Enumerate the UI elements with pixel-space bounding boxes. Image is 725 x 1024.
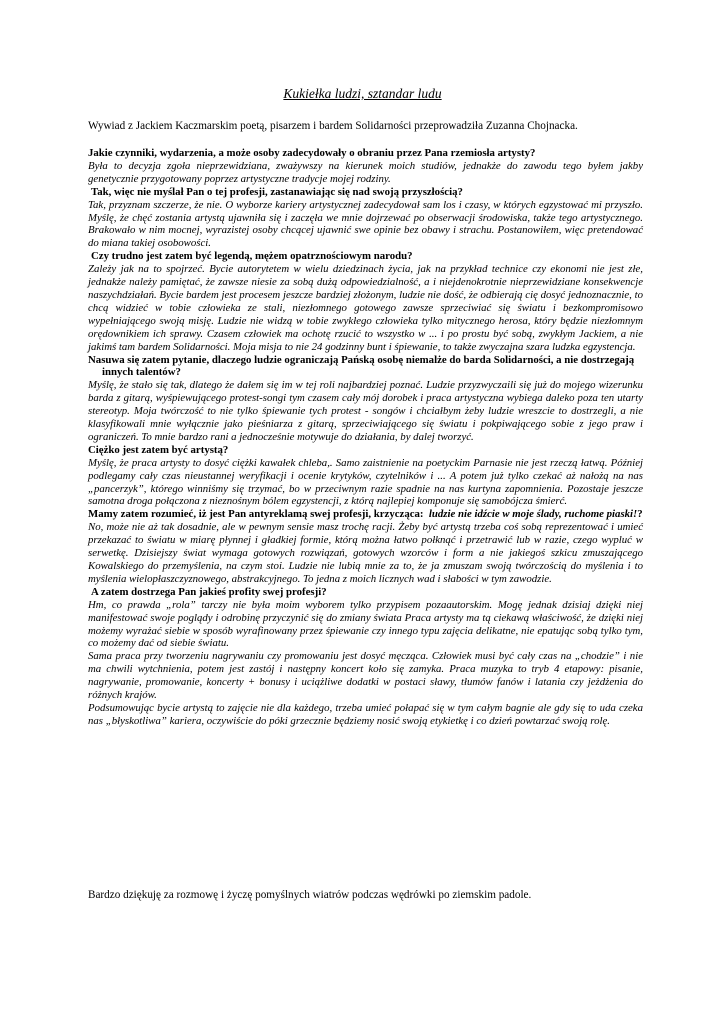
answer: Była to decyzja zgoła nieprzewidziana, zważywszy na kierunek moich studiów, jednakże do zawodu tego byłem jakby genetycznie przygotowany poprzez artystyczne tradycje mojej rodziny. xyxy=(88,159,643,185)
closing-paragraph: Bardzo dziękuję za rozmowę i życzę pomyślnych wiatrów podczas wędrówki po ziemskim padole. xyxy=(88,889,532,901)
question: Jakie czynniki, wydarzenia, a może osoby zadecydowały o obraniu przez Pana rzemiosła artysty? xyxy=(88,147,536,159)
answer: Zależy jak na to spojrzeć. Bycie autorytetem w wielu dziedzinach życia, jak na przykład technice czy ekonomi nie jest złe, jednakże należy pamiętać, że zawsze niesie za sobą dużą odpowiedzialność, a i niejdenokrotnie nieprzewidziane konsekwencje naszychdziałań. Bycie bardem jest procesem jeszcze bardziej złożonym, ludzie nie dość, że odbierają cię dosyć jednoznacznie, to chcą widzieć w tobie człowieka ze stali, niezłomnego gotowego zawsze sprzeciwiać się światu i bezkompromisowo wypełniającego swoją misję. Ludzie nie widzą w tobie zwykłego człowieka tylko mitycznego herosa, który będzie niezłomnym orędownikiem ich sprawy. Czasem człowiek ma ochotę rzucić to wszystko w ... i po prostu być sobą, zwykłym Jackiem, a nie jakimś tam bardem Solidarności. Moja misja to nie 24 godzinny bunt i śpiewanie, to także zwyczajna szara ludzka egzystencja. xyxy=(88,263,643,353)
question-quote: ludzie nie idźcie w moje ślady, ruchome piaski! xyxy=(428,508,638,521)
intro-paragraph: Wywiad z Jackiem Kaczmarskim poetą, pisarzem i bardem Solidarności przeprowadziła Zuzanna Chojnacka. xyxy=(88,120,578,132)
answer: Myślę, że praca artysty to dosyć ciężki kawałek chleba,. Samo zaistnienie na poetyckim Parnasie nie jest rzeczą łatwą. Później podlegamy cały czas nieustannej weryfikacji i ocenie krytyków, czytelników i ... A potem już tylko czekać aż nałożą na nas „pancerzyk”, którego winniśmy się trzymać, bo w przeciwnym razie spadnie na nas kurtyna zapomnienia. Pozostaje jeszcze samotna droga połączona z nieznośnym bólem egzystencji, z którą najlepiej komponuje się samobójcza śmierć. xyxy=(88,456,643,508)
answer: Tak, przyznam szczerze, że nie. O wyborze kariery artystycznej zadecydował sam los i czasy, w których egzystować mi przyszło. Myślę, że chęć zostania artystą ujawniła się i zaczęła we mnie dojrzewać po obserwacji środowiska, także tego artystycznego. Brakowało w nim mocnej, wyrazistej osoby chcącej ujawnić swe opinie bez obawy i strachu. Postanowiłem, więc pretendować do miana takiej osobowości. xyxy=(88,198,643,250)
question: Ciężko jest zatem być artystą? xyxy=(88,443,229,456)
question-end: ? xyxy=(637,508,643,521)
document-title: Kukiełka ludzi, sztandar ludu xyxy=(283,86,442,101)
question-text: Mamy zatem rozumieć, iż jest Pan antyreklamą swej profesji, krzycząca: xyxy=(88,508,424,521)
question: Tak, więc nie myślał Pan o tej profesji, zastanawiając się nad swoją przyszłością? xyxy=(91,185,463,198)
question: Nasuwa się zatem pytanie, dlaczego ludzie ograniczają Pańską osobę niemalże do barda Solidarności, a nie dostrzegają innych talentów? xyxy=(88,353,635,379)
question xyxy=(88,508,643,521)
question: Czy trudno jest zatem być legendą, mężem opatrznościowym narodu? xyxy=(91,250,413,263)
question: A zatem dostrzega Pan jakieś profity swej profesji? xyxy=(91,585,327,598)
answer: Podsumowując bycie artystą to zajęcie nie dla każdego, trzeba umieć połapać się w tym całym bagnie ale gdy się to uda czeka nas „błyskotliwa” kariera, oczywiście do póki grzecznie będziemy nosić swoją etykietkę i co dzień powtarzać swoją rolę. xyxy=(88,701,643,727)
answer: No, może nie aż tak dosadnie, ale w pewnym sensie masz trochę racji. Żeby być artystą trzeba coś sobą reprezentować i umieć przekazać to światu w miarę płynnej i gładkiej formie, którą można łatwo połknąć i przetrawić lub w razie, czego wypluć w serwetkę. Dzisiejszy świat wymaga gotowych rozwiązań, gotowych wzorców i form a nie jakiegoś szkicu zmuszającego Kowalskiego do przemyślenia, na czym stoi. Ludzie nie lubią mnie za to, że ja zmuszam swoją twórczością do myślenia i to myślenia wielopłaszczyznowego, abstrakcyjnego. To jedna z moich licznych wad i słabości w tym zawodzie. xyxy=(88,521,643,585)
answer: Sama praca przy tworzeniu nagrywaniu czy promowaniu jest dosyć męcząca. Człowiek musi być cały czas na „chodzie” i nie ma chwili wytchnienia, potem jest zastój i następny koncert koło się zamyka. Praca muzyka to tryb 4 etapowy: pisanie, nagrywanie, promowanie, koncerty + bonusy i uciążliwe dodatki w postaci sławy, tłumów fanów i latania czy jeżdżenia do różnych krajów. xyxy=(88,650,643,702)
answer: Myślę, że stało się tak, dlatego że dałem się im w tej roli najbardziej poznać. Ludzie przyzwyczaili się już do mojego wizerunku barda z gitarą, wyśpiewującego protest-songi tym czasem cały mój dorobek i praca artystyczna wybiega daleko poza ten utarty stereotyp. Moja twórczość to nie tylko śpiewanie tych protest - songów i chciałbym żeby ludzie wreszcie to dostrzegli, a nie klasyfikowali mnie wyłącznie jako pieśniarza z gitarą, sprzeciwiającego się światu i pokpiwającego sobie z jego praw i ograniczeń. To mnie bardzo rani a jednocześnie motywuje do działania, by dalej tworzyć. xyxy=(88,379,643,443)
answer: Hm, co prawda „rola” tarczy nie była moim wyborem tylko przypisem pozaautorskim. Mogę jednak dzisiaj dzięki niej manifestować swoje poglądy i odrobinę przyczynić się do zmiany świata Praca artysty ma tą ciekawą właściwość, że dzięki niej możemy wyrażać siebie w sposób wyrafinowany przez śpiewanie czy innego typu zajęcia delikatne, nie epatując sobą tylko tym, co możemy dać od siebie światu. xyxy=(88,598,643,650)
interview-body xyxy=(88,147,643,728)
